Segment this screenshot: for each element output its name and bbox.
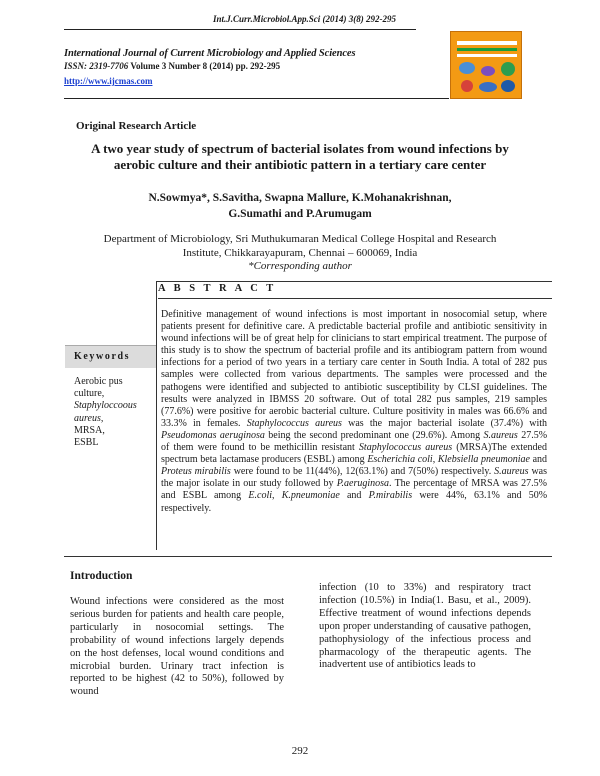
- abstract-heading: A B S T R A C T: [158, 283, 277, 294]
- cover-subtitle-band: [457, 54, 517, 57]
- abstract-bottom-rule: [64, 556, 552, 557]
- introduction-column-right: infection (10 to 33%) and respiratory tract infection (10.5%) in India(1. Basu, et al., 2009). Effective treatment of wound infections depends upon proper understanding of causative pathogen, pathophysiology of the infectious process and pharmacology of the therapeutic agents. The inadvertent use of antibiotics leads to: [319, 582, 531, 671]
- cover-microbe-6: [501, 80, 515, 92]
- cover-microbe-4: [461, 80, 473, 92]
- keyword-item: MRSA,: [74, 424, 105, 436]
- abstract-divider: [156, 282, 157, 550]
- cover-microbe-5: [479, 82, 497, 92]
- authors-line-2: G.Sumathi and P.Arumugam: [228, 208, 372, 220]
- issn-volume: Volume 3 Number 8 (2014) pp. 292-295: [130, 61, 281, 71]
- abstract-body: Definitive management of wound infections is most important in nosocomial setup, where patients present for definitive care. A predictable bacterial profile and antibiotic sensitivity in wound infections will be of great help for clinicians to start empirical treatment. The purpose of this study is to show the spectrum of bacterial profile and its antibiogram pattern from wound infections for a period of two years in a tertiary care center in South India. A total of 282 pus samples were collected from various departments. The samples were processed and the pathogens were identified and subjected to antibiotic susceptibility by CLSI guidelines. The results were analyzed in IBMSS 20 software. Out of total 282 pus samples, 219 samples (77.6%) were positive for aerobic bacterial culture. Culture positivity in males was 66.6% and 33.3% in females. Staphylococcus aureus was the major bacterial isolate (37.4%) with Pseudomonas aeruginosa being the second predominant one (29.6%). Among S.aureus 27.5% of them were found to be methicillin resistant Staphylococcus aureus (MRSA)The extended spectrum beta lactamase producers (ESBL) among Escherichia coli, Klebsiella pneumoniae and Proteus mirabilis were found to be 11(44%), 12(63.1%) and 7(50%) respectively. S.aureus was the major isolate in our study followed by P.aeruginosa. The percentage of MRSA was 27.5% and ESBL among E.coli, K.pneumoniae and P.mirabilis were 44%, 63.1% and 50% respectively.: [161, 309, 548, 514]
- introduction-column-left: Wound infections were considered as the most serious burden for patients and health care people, particularly in nosocomial settings. The probability of wound infections largely depends on the host defenses, local wound conditions and microbial burden. Urinary tract infection is reported to be highest (42 to 50%), followed by wound: [70, 596, 284, 698]
- affiliation-line-1: Department of Microbiology, Sri Muthukumaran Medical College Hospital and Research: [103, 233, 497, 245]
- journal-issn: [64, 61, 424, 71]
- issn-label: ISSN: 2319-7706: [64, 61, 129, 71]
- journal-url-link[interactable]: http://www.ijcmas.com: [64, 76, 153, 86]
- authors-line-1: N.Sowmya*, S.Savitha, Swapna Mallure, K.Mohanakrishnan,: [148, 192, 452, 204]
- keywords-heading: Keywords: [74, 351, 131, 362]
- article-type: Original Research Article: [76, 120, 197, 132]
- running-head: Int.J.Curr.Microbiol.App.Sci (2014) 3(8) 292-295: [212, 14, 396, 24]
- keyword-item: Staphyloccoous aureus,: [74, 400, 137, 424]
- affiliation-line-2: Institute, Chikkarayapuram, Chennai – 600069, India: [182, 246, 418, 259]
- keyword-item: ESBL: [74, 437, 99, 449]
- journal-rule: [64, 98, 449, 99]
- cover-microbe-3: [501, 62, 515, 76]
- keyword-item: Aerobic pus culture,: [74, 376, 123, 400]
- abstract-heading-rule: [158, 298, 552, 299]
- cover-title-band: [457, 41, 517, 45]
- journal-title: International Journal of Current Microbiology and Applied Sciences: [64, 48, 356, 59]
- introduction-heading: Introduction: [70, 570, 133, 582]
- page-number: 292: [291, 745, 309, 757]
- author-list: [110, 190, 490, 222]
- header-rule: [64, 29, 416, 30]
- cover-microbe-2: [481, 66, 495, 76]
- corresponding-author-note: *Corresponding author: [248, 260, 352, 272]
- cover-microbe-1: [459, 62, 475, 74]
- journal-cover-image: [450, 31, 522, 99]
- cover-green-band: [457, 48, 517, 51]
- article-title: A two year study of spectrum of bacterial isolates from wound infections by aerobic culture and their antibiotic pattern in a tertiary care center: [91, 141, 509, 172]
- abstract-top-rule: [156, 281, 552, 282]
- journal-info: [64, 48, 424, 89]
- keywords-list: [74, 376, 154, 449]
- affiliation: [70, 233, 530, 274]
